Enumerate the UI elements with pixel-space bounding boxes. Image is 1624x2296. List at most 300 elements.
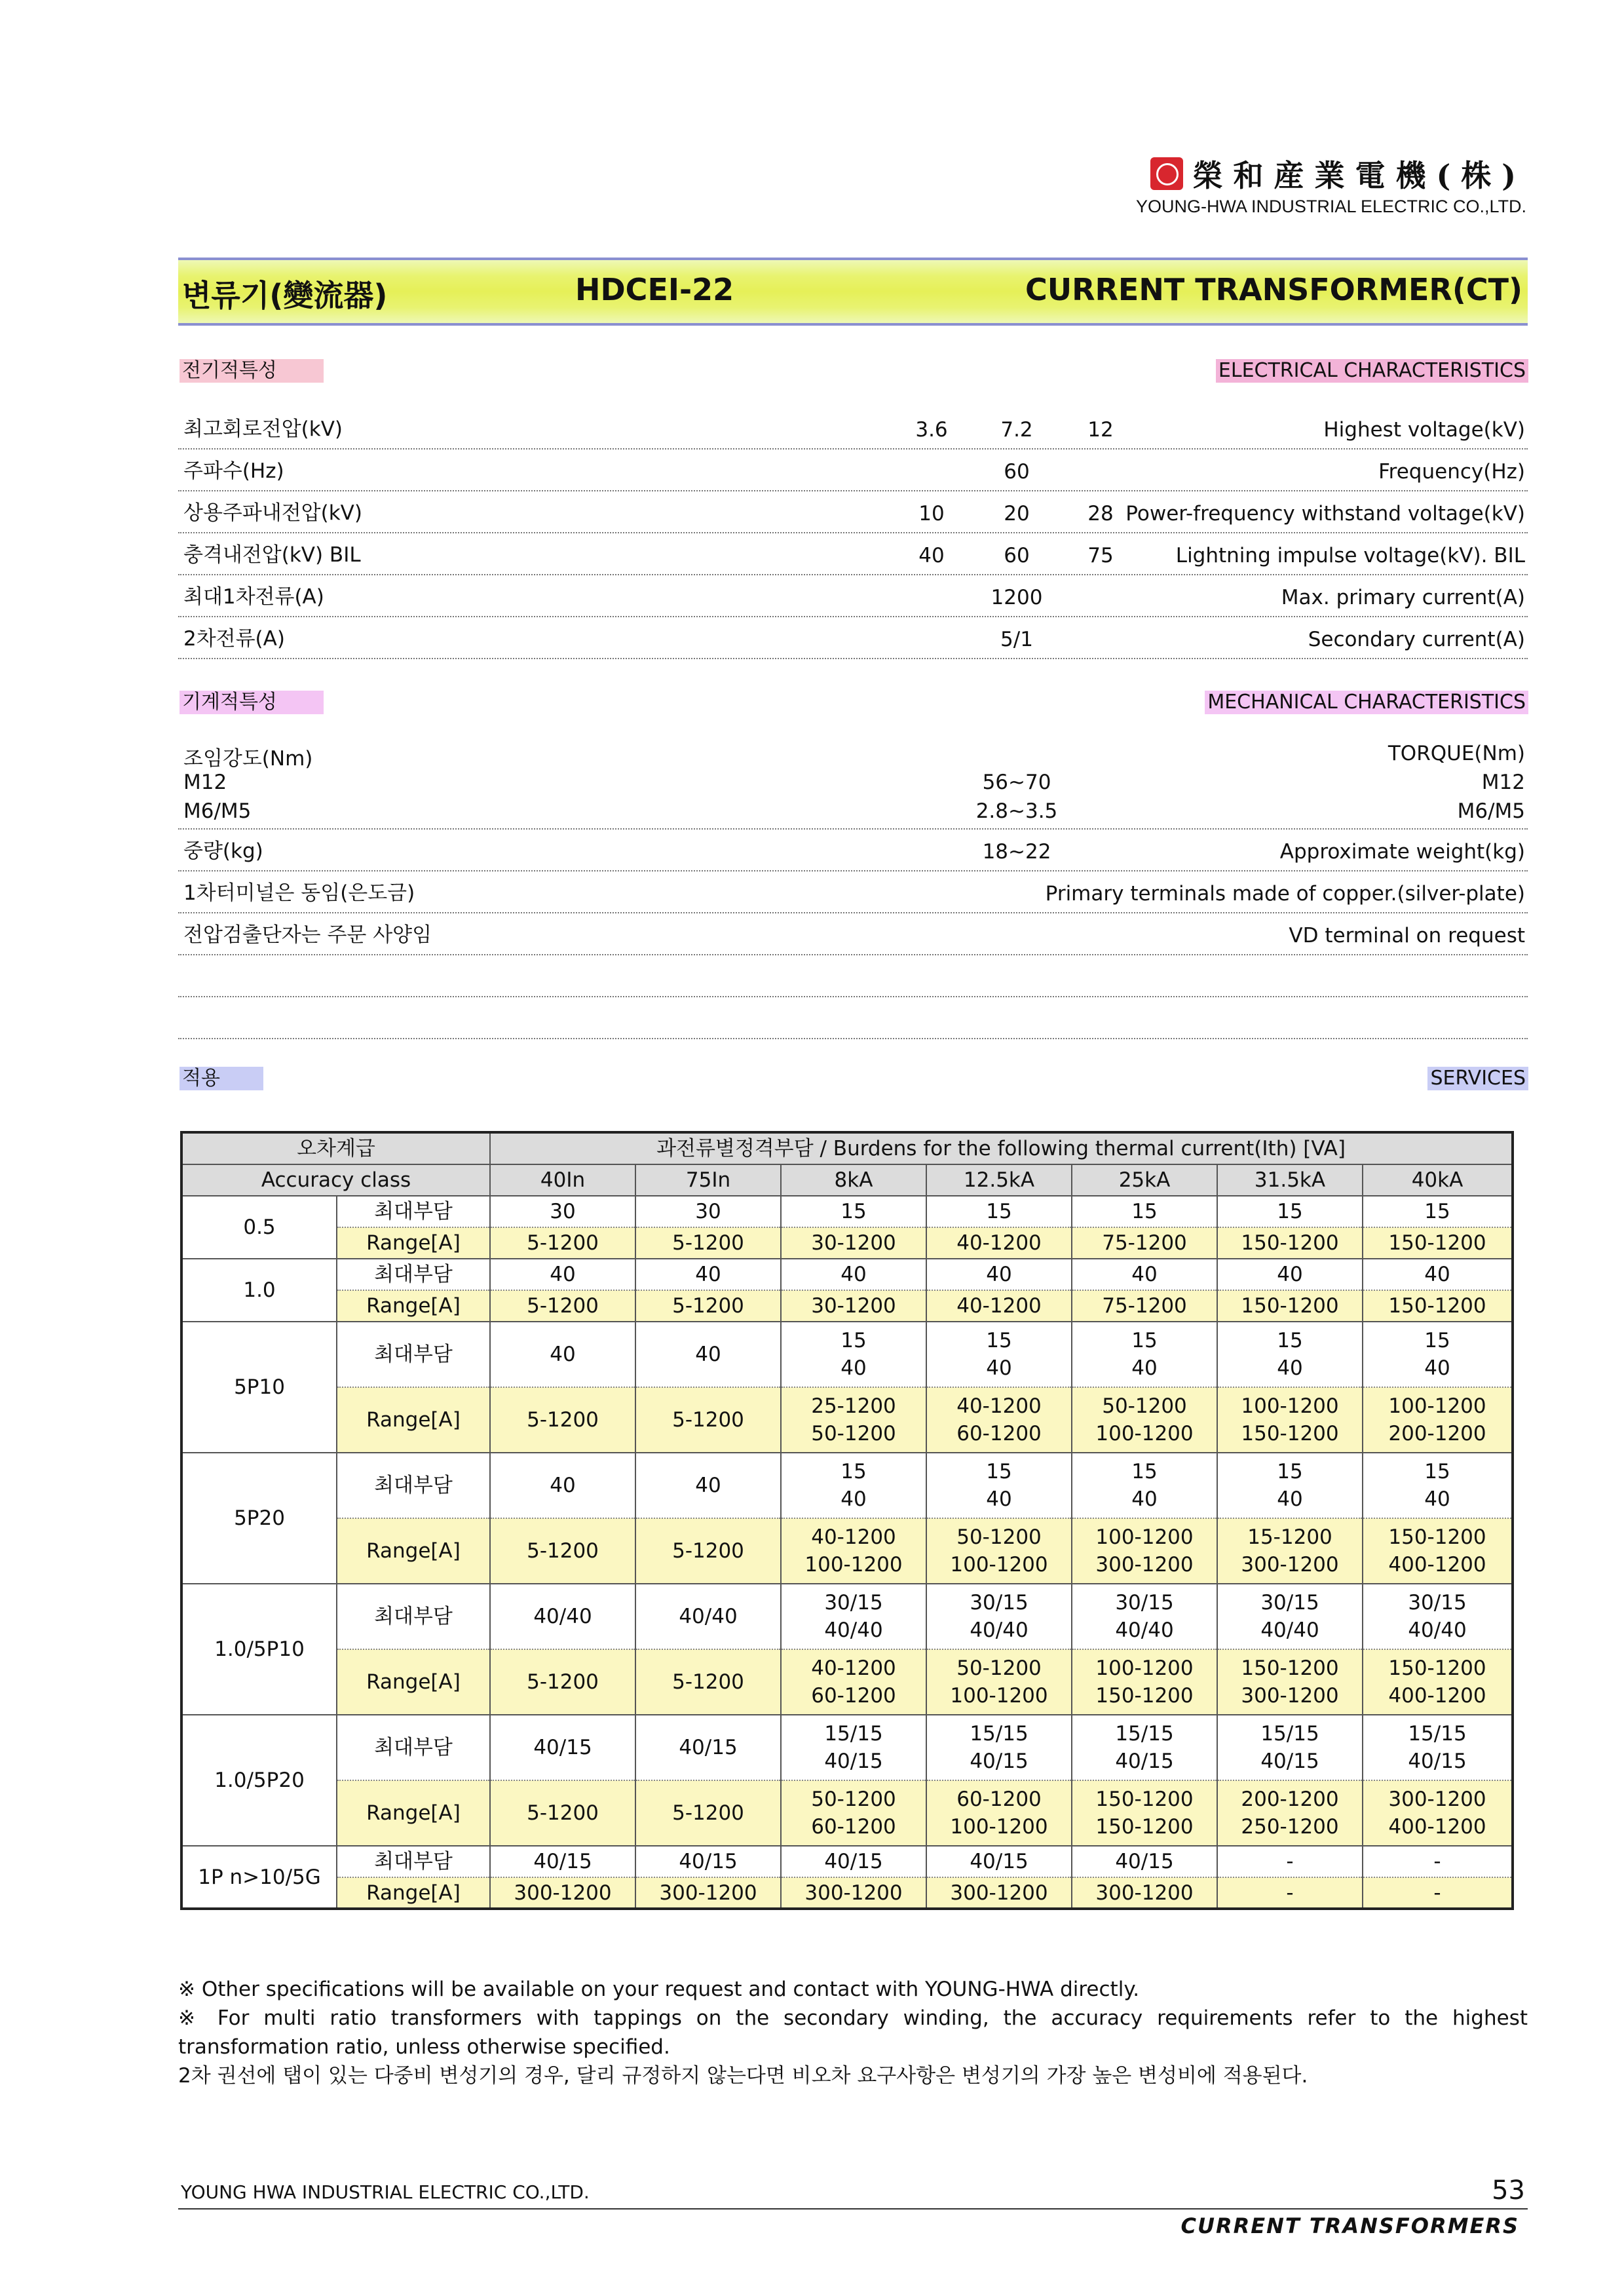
current-column-header: 75In bbox=[635, 1164, 781, 1196]
cell-line: 30-1200 bbox=[811, 1231, 896, 1255]
table-cell bbox=[781, 1877, 926, 1909]
cell-line: 30/15 bbox=[970, 1591, 1029, 1615]
table-cell bbox=[490, 1290, 635, 1322]
table-row bbox=[181, 1227, 1513, 1259]
table-cell bbox=[490, 1846, 635, 1877]
table-cell bbox=[1363, 1584, 1513, 1649]
cell-line: 5-1200 bbox=[672, 1801, 744, 1825]
table-cell bbox=[635, 1290, 781, 1322]
cell-line: 150-1200 bbox=[1241, 1294, 1339, 1318]
table-cell bbox=[1363, 1196, 1513, 1227]
spec-value: 12 bbox=[1087, 418, 1114, 442]
cell-line: 40-1200 bbox=[811, 1525, 896, 1549]
cell-line: 300-1200 bbox=[1241, 1684, 1339, 1708]
cell-line: 150-1200 bbox=[1241, 1422, 1339, 1445]
current-column-header: 25kA bbox=[1072, 1164, 1217, 1196]
burden-label: 최대부담 bbox=[337, 1259, 490, 1290]
burden-label: 최대부담 bbox=[337, 1453, 490, 1518]
cell-line: 100-1200 bbox=[950, 1553, 1048, 1577]
table-row bbox=[181, 1518, 1513, 1584]
table-row bbox=[181, 1322, 1513, 1387]
cell-line: - bbox=[1286, 1850, 1294, 1873]
mechanical-row bbox=[178, 828, 1528, 871]
cell-line: 15 bbox=[986, 1329, 1012, 1352]
cell-line: 400-1200 bbox=[1388, 1815, 1486, 1839]
mechanical-heading-kr: 기계적특성 bbox=[179, 691, 324, 714]
cell-line: 40-1200 bbox=[956, 1231, 1042, 1255]
cell-line: 40 bbox=[1277, 1263, 1303, 1286]
spec-label-kr: 전압검출단자는 주문 사양임 bbox=[183, 923, 432, 947]
cell-line: 40/15 bbox=[1408, 1750, 1467, 1773]
cell-line: 40 bbox=[986, 1356, 1012, 1380]
burden-label: 최대부담 bbox=[337, 1846, 490, 1877]
cell-line: 300-1200 bbox=[1095, 1881, 1194, 1905]
cell-line: 15-1200 bbox=[1247, 1525, 1332, 1549]
table-cell bbox=[490, 1196, 635, 1227]
table-cell bbox=[781, 1584, 926, 1649]
cell-line: 15 bbox=[1424, 1200, 1450, 1223]
torque-label-kr: 조임강도(Nm) bbox=[183, 747, 313, 771]
cell-line: 15/15 bbox=[1408, 1722, 1467, 1746]
cell-line: 40/40 bbox=[1115, 1618, 1174, 1642]
cell-line: 40 bbox=[840, 1487, 867, 1511]
range-label: Range[A] bbox=[337, 1227, 490, 1259]
table-cell bbox=[635, 1877, 781, 1909]
services-heading-en: SERVICES bbox=[1427, 1067, 1528, 1090]
electrical-row bbox=[178, 490, 1528, 533]
electrical-row bbox=[178, 406, 1528, 450]
electrical-row bbox=[178, 574, 1528, 617]
table-cell bbox=[1363, 1715, 1513, 1780]
cell-line: 300-1200 bbox=[804, 1881, 903, 1905]
cell-line: 50-1200 bbox=[811, 1422, 896, 1445]
torque-m6-value: 2.8~3.5 bbox=[975, 799, 1058, 823]
cell-line: 5-1200 bbox=[527, 1670, 599, 1694]
cell-line: 5-1200 bbox=[672, 1408, 744, 1432]
table-cell bbox=[1217, 1584, 1363, 1649]
mechanical-row bbox=[178, 912, 1528, 955]
cell-line: 15 bbox=[1424, 1460, 1450, 1483]
cell-line: 200-1200 bbox=[1388, 1422, 1486, 1445]
cell-line: - bbox=[1433, 1881, 1441, 1905]
cell-line: 300-1200 bbox=[514, 1881, 612, 1905]
cell-line: 15 bbox=[1277, 1329, 1303, 1352]
cell-line: 40 bbox=[695, 1474, 721, 1497]
table-cell bbox=[781, 1846, 926, 1877]
page-number: 53 bbox=[1492, 2175, 1525, 2206]
cell-line: 300-1200 bbox=[1095, 1553, 1194, 1577]
spec-label-en: VD terminal on request bbox=[1289, 924, 1525, 947]
cell-line: 250-1200 bbox=[1241, 1815, 1339, 1839]
spec-label-kr: 1차터미널은 동임(은도금) bbox=[183, 881, 415, 905]
electrical-heading-en: ELECTRICAL CHARACTERISTICS bbox=[1216, 359, 1528, 383]
company-name-kr: 榮和産業電機(株) bbox=[1192, 158, 1526, 193]
burden-label: 최대부담 bbox=[337, 1322, 490, 1387]
cell-line: 40 bbox=[1424, 1487, 1450, 1511]
cell-line: 15 bbox=[1131, 1329, 1158, 1352]
table-cell bbox=[926, 1649, 1072, 1715]
table-cell bbox=[490, 1649, 635, 1715]
spec-value: 60 bbox=[1004, 460, 1030, 484]
cell-line: 40/40 bbox=[824, 1618, 883, 1642]
cell-line: 40 bbox=[695, 1263, 721, 1286]
cell-line: 400-1200 bbox=[1388, 1553, 1486, 1577]
table-cell bbox=[926, 1780, 1072, 1846]
cell-line: - bbox=[1433, 1850, 1441, 1873]
table-cell bbox=[1363, 1387, 1513, 1453]
table-cell bbox=[926, 1196, 1072, 1227]
spec-label-kr: 2차전류(A) bbox=[183, 627, 285, 651]
cell-line: 40-1200 bbox=[956, 1394, 1042, 1418]
title-model: HDCEI-22 bbox=[575, 272, 734, 307]
cell-line: 5-1200 bbox=[527, 1231, 599, 1255]
table-cell bbox=[1072, 1259, 1217, 1290]
divider bbox=[178, 996, 1528, 997]
cell-line: 40 bbox=[1131, 1356, 1158, 1380]
cell-line: 40/15 bbox=[824, 1850, 883, 1873]
torque-m6-label: M6/M5 bbox=[183, 799, 252, 823]
cell-line: 30/15 bbox=[1260, 1591, 1319, 1615]
cell-line: 50-1200 bbox=[956, 1656, 1042, 1680]
cell-line: 15 bbox=[986, 1460, 1012, 1483]
current-column-header: 8kA bbox=[781, 1164, 926, 1196]
notes bbox=[178, 1975, 1528, 2090]
cell-line: 40/15 bbox=[970, 1850, 1029, 1873]
table-cell bbox=[1363, 1227, 1513, 1259]
cell-line: 40 bbox=[1277, 1356, 1303, 1380]
table-cell bbox=[926, 1877, 1072, 1909]
cell-line: 100-1200 bbox=[950, 1815, 1048, 1839]
burden-label: 최대부담 bbox=[337, 1584, 490, 1649]
note-line: ※ For multi ratio transformers with tappings on the secondary winding, the accuracy requirements refer to the highest transformation ratio, unless otherwise specified. bbox=[178, 2006, 1528, 2059]
cell-line: 15 bbox=[986, 1200, 1012, 1223]
table-cell bbox=[635, 1322, 781, 1387]
table-cell bbox=[926, 1846, 1072, 1877]
table-cell bbox=[1363, 1518, 1513, 1584]
cell-line: 40-1200 bbox=[811, 1656, 896, 1680]
table-cell bbox=[1363, 1322, 1513, 1387]
cell-line: 15 bbox=[840, 1460, 867, 1483]
table-cell bbox=[1072, 1877, 1217, 1909]
table-cell bbox=[1072, 1322, 1217, 1387]
cell-line: 60-1200 bbox=[811, 1684, 896, 1708]
table-cell bbox=[1072, 1518, 1217, 1584]
cell-line: 150-1200 bbox=[1095, 1684, 1194, 1708]
table-cell bbox=[1072, 1780, 1217, 1846]
table-cell bbox=[926, 1259, 1072, 1290]
cell-line: 40 bbox=[1424, 1356, 1450, 1380]
footer-company: YOUNG HWA INDUSTRIAL ELECTRIC CO.,LTD. bbox=[181, 2181, 590, 2203]
cell-line: 60-1200 bbox=[956, 1788, 1042, 1811]
cell-line: 15 bbox=[1424, 1329, 1450, 1352]
table-cell bbox=[781, 1453, 926, 1518]
cell-line: 15/15 bbox=[824, 1722, 883, 1746]
torque-label-en: TORQUE(Nm) bbox=[1388, 742, 1525, 765]
cell-line: 100-1200 bbox=[950, 1684, 1048, 1708]
cell-line: 40/40 bbox=[1260, 1618, 1319, 1642]
spec-label-kr: 주파수(Hz) bbox=[183, 459, 284, 483]
cell-line: 5-1200 bbox=[527, 1294, 599, 1318]
cell-line: 40/40 bbox=[1408, 1618, 1467, 1642]
table-cell bbox=[926, 1715, 1072, 1780]
cell-line: 400-1200 bbox=[1388, 1684, 1486, 1708]
cell-line: 15 bbox=[1131, 1460, 1158, 1483]
company-name-en: YOUNG-HWA INDUSTRIAL ELECTRIC CO.,LTD. bbox=[1135, 197, 1526, 216]
cell-line: 40 bbox=[1424, 1263, 1450, 1286]
cell-line: 40 bbox=[550, 1343, 576, 1366]
table-cell bbox=[1072, 1227, 1217, 1259]
table-cell bbox=[1363, 1290, 1513, 1322]
table-cell bbox=[635, 1715, 781, 1780]
cell-line: 15 bbox=[840, 1200, 867, 1223]
cell-line: 15 bbox=[1277, 1200, 1303, 1223]
table-cell bbox=[635, 1387, 781, 1453]
cell-line: 300-1200 bbox=[1388, 1788, 1486, 1811]
cell-line: 150-1200 bbox=[1095, 1788, 1194, 1811]
table-cell bbox=[490, 1227, 635, 1259]
cell-line: 100-1200 bbox=[1241, 1394, 1339, 1418]
range-label: Range[A] bbox=[337, 1877, 490, 1909]
table-cell bbox=[781, 1322, 926, 1387]
cell-line: 150-1200 bbox=[1388, 1231, 1486, 1255]
cell-line: 200-1200 bbox=[1241, 1788, 1339, 1811]
cell-line: 40 bbox=[550, 1263, 576, 1286]
burden-label: 최대부담 bbox=[337, 1196, 490, 1227]
spec-label-en: Power-frequency withstand voltage(kV) bbox=[1125, 502, 1525, 526]
torque-m12-value: 56~70 bbox=[982, 771, 1051, 794]
spec-value: 18~22 bbox=[982, 840, 1051, 864]
cell-line: 5-1200 bbox=[527, 1801, 599, 1825]
cell-line: 40-1200 bbox=[956, 1294, 1042, 1318]
cell-line: 150-1200 bbox=[1241, 1231, 1339, 1255]
torque-block bbox=[178, 734, 1528, 830]
cell-line: 300-1200 bbox=[659, 1881, 757, 1905]
table-cell bbox=[1217, 1387, 1363, 1453]
title-kr: 변류기(變流器) bbox=[182, 278, 388, 313]
cell-line: 40/15 bbox=[1115, 1750, 1174, 1773]
table-cell bbox=[1363, 1780, 1513, 1846]
accuracy-class: 5P20 bbox=[181, 1453, 337, 1584]
cell-line: 40/40 bbox=[679, 1605, 738, 1628]
spec-label-kr: 상용주파내전압(kV) bbox=[183, 501, 362, 525]
cell-line: 150-1200 bbox=[1388, 1525, 1486, 1549]
table-cell bbox=[1072, 1846, 1217, 1877]
table-cell bbox=[1217, 1518, 1363, 1584]
cell-line: 150-1200 bbox=[1241, 1656, 1339, 1680]
spec-label-kr: 중량(kg) bbox=[183, 839, 263, 863]
table-cell bbox=[926, 1322, 1072, 1387]
spec-label-en: Frequency(Hz) bbox=[1378, 460, 1525, 484]
cell-line: 40/15 bbox=[1115, 1850, 1174, 1873]
company-header bbox=[1114, 152, 1526, 217]
table-cell bbox=[1217, 1715, 1363, 1780]
table-cell bbox=[781, 1259, 926, 1290]
spec-label-en: Highest voltage(kV) bbox=[1323, 418, 1525, 442]
range-label: Range[A] bbox=[337, 1649, 490, 1715]
cell-line: 30/15 bbox=[1408, 1591, 1467, 1615]
cell-line: 40 bbox=[986, 1487, 1012, 1511]
title-bar bbox=[178, 258, 1528, 326]
spec-label-kr: 최고회로전압(kV) bbox=[183, 417, 343, 441]
table-cell bbox=[926, 1518, 1072, 1584]
spec-value: 3.6 bbox=[915, 418, 948, 442]
range-label: Range[A] bbox=[337, 1518, 490, 1584]
cell-line: 50-1200 bbox=[1102, 1394, 1187, 1418]
table-cell bbox=[635, 1196, 781, 1227]
spec-value: 60 bbox=[1004, 544, 1030, 567]
table-cell bbox=[1217, 1877, 1363, 1909]
accuracy-class: 1P n>10/5G bbox=[181, 1846, 337, 1909]
cell-line: 40 bbox=[986, 1263, 1012, 1286]
table-cell bbox=[1363, 1846, 1513, 1877]
cell-line: 60-1200 bbox=[811, 1815, 896, 1839]
range-label: Range[A] bbox=[337, 1780, 490, 1846]
table-cell bbox=[1072, 1290, 1217, 1322]
electrical-row bbox=[178, 448, 1528, 491]
cell-line: 40 bbox=[840, 1263, 867, 1286]
cell-line: 50-1200 bbox=[811, 1788, 896, 1811]
cell-line: 15 bbox=[840, 1329, 867, 1352]
table-cell bbox=[1072, 1584, 1217, 1649]
table-cell bbox=[490, 1715, 635, 1780]
cell-line: 40 bbox=[695, 1343, 721, 1366]
torque-m12-label-en: M12 bbox=[1481, 771, 1525, 794]
table-row bbox=[181, 1584, 1513, 1649]
table-cell bbox=[635, 1259, 781, 1290]
cell-line: - bbox=[1286, 1881, 1294, 1905]
cell-line: 40/15 bbox=[533, 1736, 592, 1759]
table-row bbox=[181, 1715, 1513, 1780]
spec-label-en: Lightning impulse voltage(kV). BIL bbox=[1175, 544, 1525, 567]
table-cell bbox=[926, 1453, 1072, 1518]
cell-line: 30-1200 bbox=[811, 1294, 896, 1318]
cell-line: 100-1200 bbox=[804, 1553, 903, 1577]
spec-value: 7.2 bbox=[1000, 418, 1033, 442]
cell-line: 40 bbox=[1131, 1263, 1158, 1286]
table-row bbox=[181, 1846, 1513, 1877]
table-cell bbox=[781, 1715, 926, 1780]
cell-line: 100-1200 bbox=[1095, 1525, 1194, 1549]
services-heading-kr: 적용 bbox=[179, 1067, 263, 1090]
current-column-header: 31.5kA bbox=[1217, 1164, 1363, 1196]
table-row bbox=[181, 1780, 1513, 1846]
company-logo-icon bbox=[1150, 157, 1183, 190]
table-cell bbox=[635, 1453, 781, 1518]
torque-m12-label: M12 bbox=[183, 771, 227, 794]
table-cell bbox=[490, 1584, 635, 1649]
footer bbox=[178, 2175, 1528, 2210]
cell-line: 60-1200 bbox=[956, 1422, 1042, 1445]
table-cell bbox=[1217, 1846, 1363, 1877]
spec-value: 28 bbox=[1087, 502, 1114, 526]
table-cell bbox=[781, 1196, 926, 1227]
electrical-heading-kr: 전기적특성 bbox=[179, 359, 324, 383]
table-cell bbox=[1072, 1196, 1217, 1227]
table-cell bbox=[490, 1259, 635, 1290]
divider bbox=[178, 1038, 1528, 1039]
cell-line: 75-1200 bbox=[1102, 1294, 1187, 1318]
cell-line: 40/40 bbox=[970, 1618, 1029, 1642]
table-cell bbox=[635, 1780, 781, 1846]
table-cell bbox=[781, 1290, 926, 1322]
cell-line: 40 bbox=[1277, 1487, 1303, 1511]
spec-label-kr: 충격내전압(kV) BIL bbox=[183, 543, 361, 567]
table-row bbox=[181, 1387, 1513, 1453]
cell-line: 40 bbox=[1131, 1487, 1158, 1511]
cell-line: 5-1200 bbox=[672, 1294, 744, 1318]
cell-line: 150-1200 bbox=[1095, 1815, 1194, 1839]
table-cell bbox=[1217, 1780, 1363, 1846]
range-label: Range[A] bbox=[337, 1290, 490, 1322]
table-cell bbox=[1072, 1453, 1217, 1518]
cell-line: 100-1200 bbox=[1095, 1422, 1194, 1445]
burden-label: 최대부담 bbox=[337, 1715, 490, 1780]
table-cell bbox=[1363, 1649, 1513, 1715]
table-cell bbox=[781, 1227, 926, 1259]
table-cell bbox=[490, 1322, 635, 1387]
current-column-header: 12.5kA bbox=[926, 1164, 1072, 1196]
table-cell bbox=[1072, 1715, 1217, 1780]
cell-line: 75-1200 bbox=[1102, 1231, 1187, 1255]
note-line: ※ Other specifications will be available on your request and contact with YOUNG-HWA directly. bbox=[178, 1978, 1140, 2001]
table-cell bbox=[1363, 1453, 1513, 1518]
table-cell bbox=[1363, 1259, 1513, 1290]
table-cell bbox=[1217, 1453, 1363, 1518]
spec-label-en: Max. primary current(A) bbox=[1281, 586, 1525, 609]
cell-line: 100-1200 bbox=[1388, 1394, 1486, 1418]
current-column-header: 40In bbox=[490, 1164, 635, 1196]
spec-label-en: Primary terminals made of copper.(silver-plate) bbox=[1045, 882, 1525, 906]
accuracy-class: 1.0/5P10 bbox=[181, 1584, 337, 1715]
table-row bbox=[181, 1259, 1513, 1290]
table-cell bbox=[1217, 1322, 1363, 1387]
table-cell bbox=[1217, 1196, 1363, 1227]
cell-line: 40/15 bbox=[1260, 1750, 1319, 1773]
cell-line: 40/15 bbox=[679, 1736, 738, 1759]
cell-line: 40/15 bbox=[970, 1750, 1029, 1773]
table-row bbox=[181, 1196, 1513, 1227]
cell-line: 300-1200 bbox=[950, 1881, 1048, 1905]
table-cell bbox=[781, 1649, 926, 1715]
table-cell bbox=[926, 1227, 1072, 1259]
cell-line: 40 bbox=[550, 1474, 576, 1497]
table-row bbox=[181, 1290, 1513, 1322]
accuracy-class: 1.0/5P20 bbox=[181, 1715, 337, 1846]
cell-line: 15 bbox=[1277, 1460, 1303, 1483]
cell-line: 50-1200 bbox=[956, 1525, 1042, 1549]
cell-line: 5-1200 bbox=[672, 1539, 744, 1563]
electrical-row bbox=[178, 532, 1528, 575]
table-cell bbox=[635, 1518, 781, 1584]
cell-line: 40/15 bbox=[679, 1850, 738, 1873]
cell-line: 5-1200 bbox=[527, 1408, 599, 1432]
table-cell bbox=[926, 1584, 1072, 1649]
note-line: 2차 권선에 탭이 있는 다중비 변성기의 경우, 달리 규정하지 않는다면 비오차 요구사항은 변성기의 가장 높은 변성비에 적용된다. bbox=[178, 2064, 1308, 2088]
cell-line: 40 bbox=[840, 1356, 867, 1380]
table-cell bbox=[635, 1649, 781, 1715]
spec-label-kr: 최대1차전류(A) bbox=[183, 585, 324, 609]
table-cell bbox=[490, 1453, 635, 1518]
title-en: CURRENT TRANSFORMER(CT) bbox=[1025, 272, 1522, 307]
cell-line: 15/15 bbox=[1260, 1722, 1319, 1746]
cell-line: 100-1200 bbox=[1095, 1656, 1194, 1680]
table-cell bbox=[1072, 1649, 1217, 1715]
cell-line: 5-1200 bbox=[527, 1539, 599, 1563]
cell-line: 150-1200 bbox=[1388, 1656, 1486, 1680]
spec-value: 10 bbox=[918, 502, 945, 526]
spec-value: 40 bbox=[918, 544, 945, 567]
cell-line: 25-1200 bbox=[811, 1394, 896, 1418]
